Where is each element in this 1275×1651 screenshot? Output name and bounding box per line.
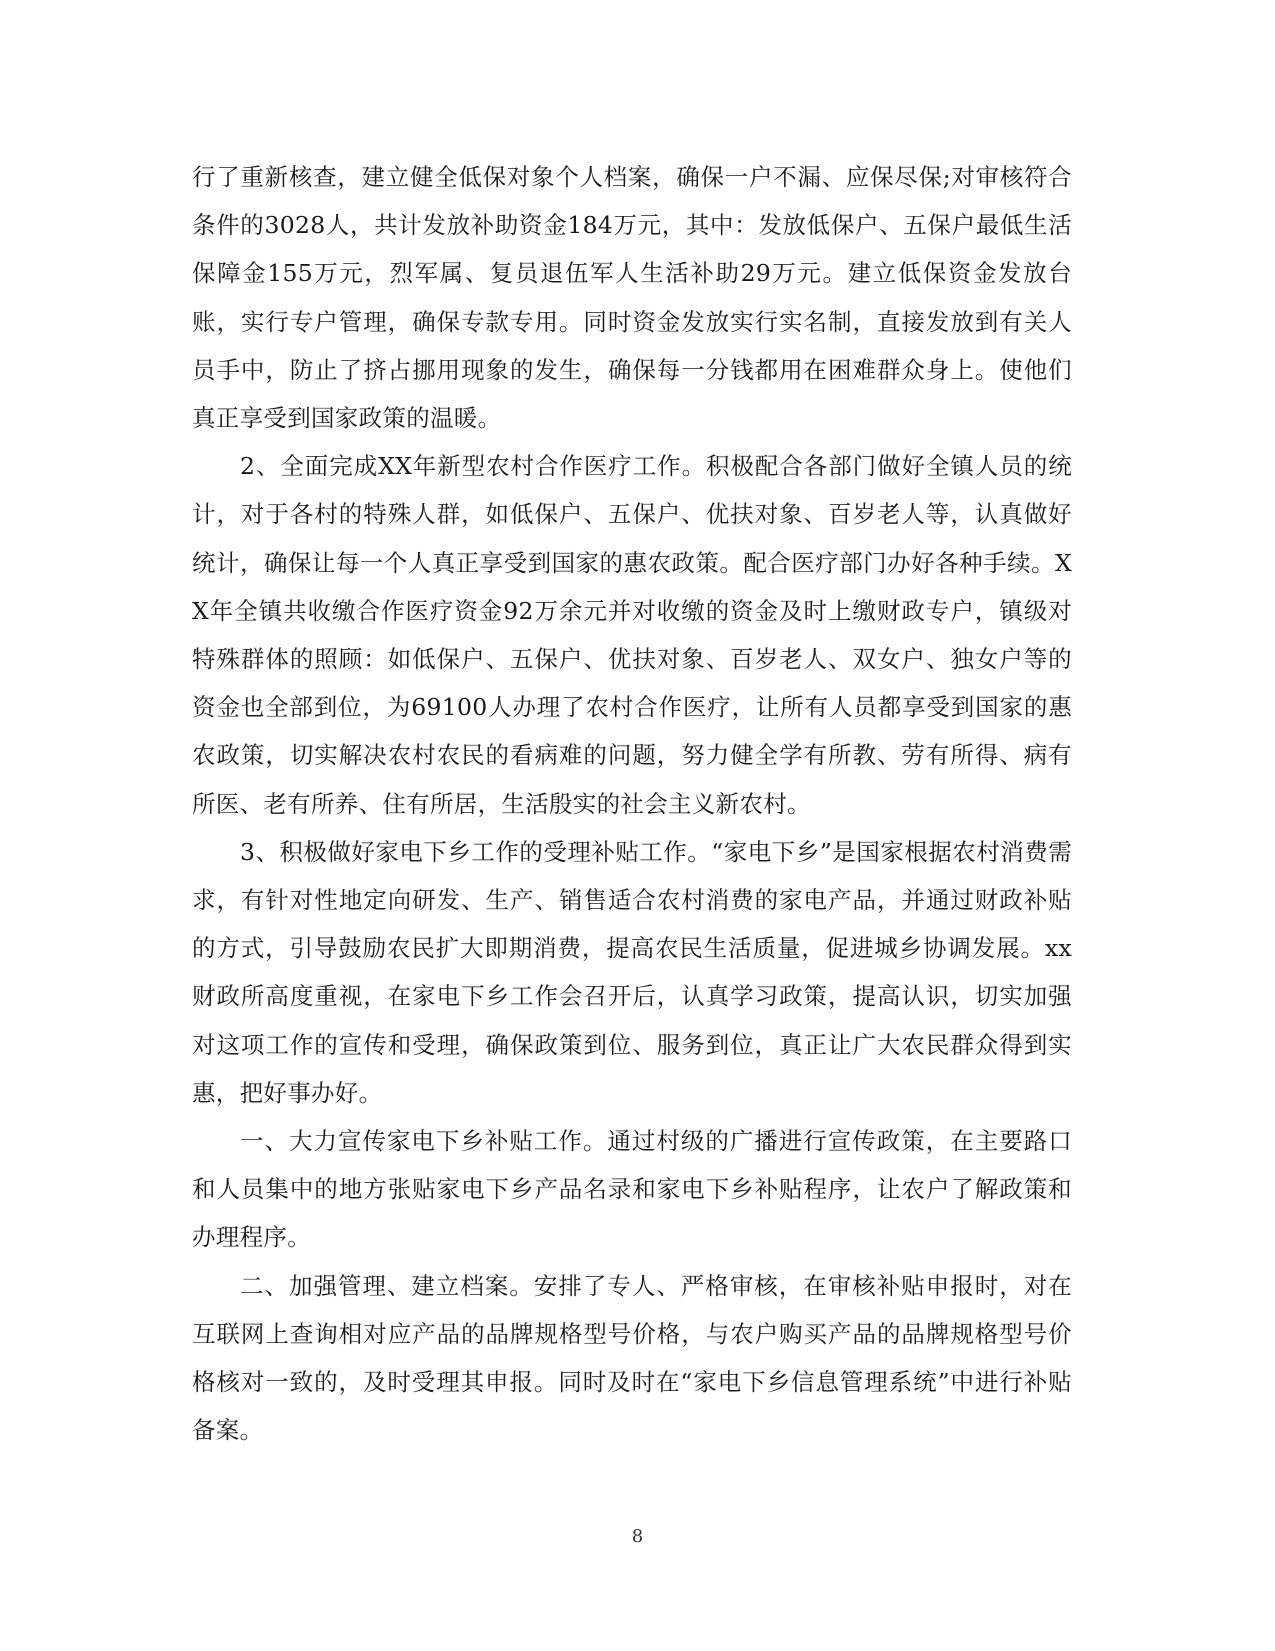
paragraph-3: 3、积极做好家电下乡工作的受理补贴工作。“家电下乡”是国家根据农村消费需求，有针对性地定向研发、生产、销售适合农村消费的家电产品，并通过财政补贴的方式，引导鼓励农民扩大即期消费，提高农民生活质量，促进城乡协调发展。xx财政所高度重视，在家电下乡工作会召开后，认真学习政策，提高认识，切实加强对这项工作的宣传和受理，确保政策到位、服务到位，真正让广大农民群众得到实惠，把好事办好。 xyxy=(192,837,1072,1107)
paragraph-1: 行了重新核查，建立健全低保对象个人档案，确保一户不漏、应保尽保;对审核符合条件的3028人，共计发放补助资金184万元，其中：发放低保户、五保户最低生活保障金155万元，烈军属、复员退伍军人生活补助29万元。建立低保资金发放台账，实行专户管理，确保专款专用。同时资金发放实行实名制，直接发放到有关人员手中，防止了挤占挪用现象的发生，确保每一分钱都用在困难群众身上。使他们真正享受到国家政策的温暖。 xyxy=(192,163,1072,433)
body-text xyxy=(192,153,1072,1454)
paragraph-2: 2、全面完成XX年新型农村合作医疗工作。积极配合各部门做好全镇人员的统计，对于各村的特殊人群，如低保户、五保户、优扶对象、百岁老人等，认真做好统计，确保让每一个人真正享受到国家的惠农政策。配合医疗部门办好各种手续。XX年全镇共收缴合作医疗资金92万余元并对收缴的资金及时上缴财政专户，镇级对特殊群体的照顾：如低保户、五保户、优扶对象、百岁老人、双女户、独女户等的资金也全部到位，为69100人办理了农村合作医疗，让所有人员都享受到国家的惠农政策，切实解决农村农民的看病难的问题，努力健全学有所教、劳有所得、病有所医、老有所养、住有所居，生活殷实的社会主义新农村。 xyxy=(192,452,1072,818)
paragraph-5: 二、加强管理、建立档案。安排了专人、严格审核，在审核补贴申报时，对在互联网上查询相对应产品的品牌规格型号价格，与农户购买产品的品牌规格型号价格核对一致的，及时受理其申报。同时及时在“家电下乡信息管理系统”中进行补贴备案。 xyxy=(192,1271,1072,1445)
page-number: 8 xyxy=(631,1526,644,1547)
paragraph-4: 一、大力宣传家电下乡补贴工作。通过村级的广播进行宣传政策，在主要路口和人员集中的地方张贴家电下乡产品名录和家电下乡补贴程序，让农户了解政策和办理程序。 xyxy=(192,1127,1072,1252)
